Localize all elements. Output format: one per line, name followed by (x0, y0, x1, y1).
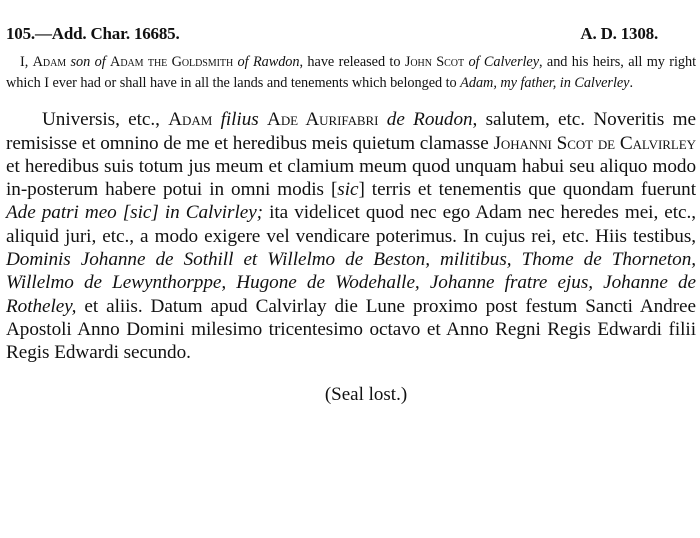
grantor-name: Adam (32, 54, 67, 70)
charter-header (6, 14, 696, 43)
charter-text: ] terris et tenementis que quondam fuerunt (358, 179, 696, 201)
summary-text: . (629, 75, 633, 91)
summary-text: , have released to (299, 54, 405, 70)
witness-list: Dominis Johanne de Sothill et Willelmo de Beston, militibus, Thome de Thorneton, Willelmo de Lewynthorppe, Hugone de Wodehalle, Johanne fratre ejus, Johanne de Rotheley, (6, 249, 696, 317)
charter-italic: sic (337, 179, 359, 201)
grantor-father-name: Adam the Goldsmith (110, 54, 234, 70)
charter-text (212, 109, 220, 130)
seal-note: (Seal lost.) (324, 383, 408, 405)
charter-place: de Roudon (386, 109, 473, 131)
summary-text: , and his heirs, all my right which I ever had or shall have in all the lands and tenements which belonged to (6, 54, 697, 91)
charter-text (378, 109, 386, 130)
grantor-father-name: Ade Aurifabri (267, 109, 379, 131)
charter-number: 105. (6, 24, 35, 43)
charter-date: A. D. 1308. (580, 24, 658, 43)
grantee-name: John Scot (404, 54, 465, 70)
charter-text (259, 109, 267, 130)
charter-catalogue-ref: —Add. Char. 16685. (34, 24, 180, 43)
charter-text: , salutem, etc. Noveritis me remisisse et omnino de me et heredibus meis quietum clamasse (6, 109, 696, 154)
charter-text: et heredibus suis totum jus meum et clamium meum quod unquam habui seu aliquo modo in-posterum habere potui in omni modis [ (6, 155, 696, 201)
english-summary (6, 52, 696, 94)
summary-place: of Rawdon (237, 54, 300, 70)
summary-italic: son of (70, 54, 106, 70)
summary-text: I, (20, 54, 33, 70)
latin-charter-text (6, 108, 696, 364)
grantee-name: Johanni Scot de Calvirley (493, 132, 696, 154)
summary-italic: Adam, my father, in Calverley (460, 75, 630, 91)
charter-text: et aliis. Datum apud Calvirlay die Lune proximo post festum Sancti Andree Apostoli Anno Domini milesimo tricentesimo octavo et Anno Regni Regis Edwardi filii Regis Edwardi secundo. (6, 295, 696, 364)
charter-reference (6, 24, 180, 44)
charter-italic: Ade patri meo [sic] in Calvirley; (6, 202, 264, 224)
charter-text: Universis, etc., (42, 109, 169, 131)
summary-place: of Calverley (468, 54, 539, 70)
grantor-name: Adam (168, 109, 213, 131)
charter-italic: filius (220, 109, 259, 131)
charter-text: ita videlicet quod nec ego Adam nec heredes mei, etc., aliquid juri, etc., a modo exigere vel vendicare poterimus. In cujus rei, etc. Hiis testibus, (6, 202, 696, 247)
